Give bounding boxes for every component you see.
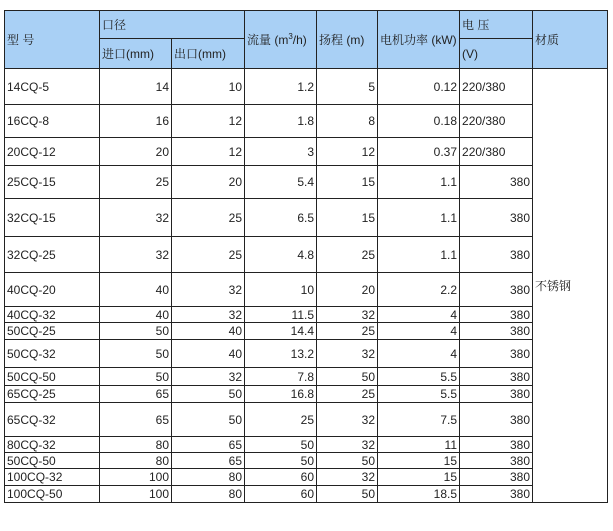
head-cell: 32: [317, 403, 378, 437]
model-cell: 65CQ-32: [5, 403, 100, 437]
power-cell: 1.1: [378, 199, 460, 237]
inlet-cell: 80: [100, 437, 172, 453]
power-cell: 4: [378, 340, 460, 368]
header-voltage-unit: (V): [460, 39, 533, 69]
outlet-cell: 40: [172, 340, 245, 368]
inlet-cell: 65: [100, 403, 172, 437]
inlet-cell: 20: [100, 138, 172, 166]
flow-cell: 50: [245, 453, 317, 469]
power-cell: 5.5: [378, 386, 460, 403]
model-cell: 40CQ-32: [5, 307, 100, 323]
inlet-cell: 32: [100, 199, 172, 237]
power-cell: 15: [378, 453, 460, 469]
outlet-cell: 50: [172, 403, 245, 437]
table-row: [5, 323, 608, 340]
flow-cell: 50: [245, 437, 317, 453]
model-cell: 100CQ-32: [5, 469, 100, 486]
table-row: [5, 307, 608, 323]
voltage-cell: 380: [460, 403, 533, 437]
flow-cell: 25: [245, 403, 317, 437]
inlet-cell: 40: [100, 273, 172, 307]
voltage-cell: 380: [460, 453, 533, 469]
outlet-cell: 25: [172, 237, 245, 273]
voltage-cell: 380: [460, 307, 533, 323]
outlet-cell: 80: [172, 469, 245, 486]
head-cell: 32: [317, 469, 378, 486]
voltage-cell: 380: [460, 166, 533, 199]
power-cell: 2.2: [378, 273, 460, 307]
model-cell: 32CQ-25: [5, 237, 100, 273]
material-cell: 不锈钢: [533, 69, 608, 503]
flow-cell: 7.8: [245, 368, 317, 386]
table-body: [5, 69, 608, 503]
voltage-cell: 220/380: [460, 69, 533, 105]
head-cell: 32: [317, 340, 378, 368]
model-cell: 65CQ-25: [5, 386, 100, 403]
flow-cell: 3: [245, 138, 317, 166]
flow-cell: 14.4: [245, 323, 317, 340]
inlet-cell: 100: [100, 469, 172, 486]
outlet-cell: 12: [172, 105, 245, 138]
model-cell: 50CQ-50: [5, 453, 100, 469]
flow-cell: 16.8: [245, 386, 317, 403]
head-cell: 15: [317, 166, 378, 199]
table-row: [5, 469, 608, 486]
outlet-cell: 80: [172, 486, 245, 503]
voltage-cell: 380: [460, 486, 533, 503]
model-cell: 14CQ-5: [5, 69, 100, 105]
table-row: [5, 403, 608, 437]
outlet-cell: 65: [172, 437, 245, 453]
table-row: [5, 138, 608, 166]
power-cell: 1.1: [378, 166, 460, 199]
outlet-cell: 50: [172, 386, 245, 403]
outlet-cell: 32: [172, 368, 245, 386]
outlet-cell: 12: [172, 138, 245, 166]
inlet-cell: 50: [100, 323, 172, 340]
table-row: [5, 166, 608, 199]
head-cell: 15: [317, 199, 378, 237]
pump-spec-table: [4, 10, 608, 503]
head-cell: 32: [317, 307, 378, 323]
head-cell: 5: [317, 69, 378, 105]
outlet-cell: 40: [172, 323, 245, 340]
power-cell: 4: [378, 307, 460, 323]
table-row: [5, 453, 608, 469]
flow-cell: 6.5: [245, 199, 317, 237]
model-cell: 100CQ-50: [5, 486, 100, 503]
flow-cell: 60: [245, 469, 317, 486]
power-cell: 0.18: [378, 105, 460, 138]
voltage-cell: 380: [460, 437, 533, 453]
head-cell: 50: [317, 368, 378, 386]
flow-cell: 60: [245, 486, 317, 503]
head-cell: 32: [317, 437, 378, 453]
header-inlet: 进口(mm): [100, 39, 172, 69]
header-material: 材质: [533, 11, 608, 69]
table-row: [5, 237, 608, 273]
outlet-cell: 32: [172, 307, 245, 323]
head-cell: 12: [317, 138, 378, 166]
head-cell: 50: [317, 486, 378, 503]
inlet-cell: 25: [100, 166, 172, 199]
table-row: [5, 340, 608, 368]
power-cell: 0.37: [378, 138, 460, 166]
power-cell: 0.12: [378, 69, 460, 105]
power-cell: 7.5: [378, 403, 460, 437]
voltage-cell: 380: [460, 273, 533, 307]
table-row: [5, 105, 608, 138]
outlet-cell: 32: [172, 273, 245, 307]
inlet-cell: 100: [100, 486, 172, 503]
inlet-cell: 32: [100, 237, 172, 273]
voltage-cell: 380: [460, 368, 533, 386]
table-row: [5, 273, 608, 307]
voltage-cell: 380: [460, 469, 533, 486]
voltage-cell: 380: [460, 323, 533, 340]
head-cell: 50: [317, 453, 378, 469]
power-cell: 4: [378, 323, 460, 340]
model-cell: 25CQ-15: [5, 166, 100, 199]
model-cell: 16CQ-8: [5, 105, 100, 138]
outlet-cell: 20: [172, 166, 245, 199]
inlet-cell: 50: [100, 368, 172, 386]
inlet-cell: 16: [100, 105, 172, 138]
flow-cell: 11.5: [245, 307, 317, 323]
power-cell: 5.5: [378, 368, 460, 386]
inlet-cell: 40: [100, 307, 172, 323]
outlet-cell: 10: [172, 69, 245, 105]
inlet-cell: 80: [100, 453, 172, 469]
header-voltage: 电 压: [460, 11, 533, 39]
flow-cell: 1.2: [245, 69, 317, 105]
head-cell: 25: [317, 323, 378, 340]
model-cell: 32CQ-15: [5, 199, 100, 237]
model-cell: 50CQ-50: [5, 368, 100, 386]
model-cell: 40CQ-20: [5, 273, 100, 307]
voltage-cell: 380: [460, 340, 533, 368]
voltage-cell: 380: [460, 386, 533, 403]
header-outlet: 出口(mm): [172, 39, 245, 69]
head-cell: 25: [317, 237, 378, 273]
power-cell: 15: [378, 469, 460, 486]
voltage-cell: 220/380: [460, 105, 533, 138]
table-row: [5, 368, 608, 386]
table-row: [5, 486, 608, 503]
table-row: [5, 199, 608, 237]
model-cell: 50CQ-25: [5, 323, 100, 340]
voltage-cell: 380: [460, 199, 533, 237]
header-diameter: 口径: [100, 11, 245, 39]
voltage-cell: 380: [460, 237, 533, 273]
table-row: [5, 69, 608, 105]
inlet-cell: 50: [100, 340, 172, 368]
power-cell: 18.5: [378, 486, 460, 503]
flow-cell: 10: [245, 273, 317, 307]
table-row: [5, 386, 608, 403]
header-head: 扬程 (m): [317, 11, 378, 69]
header-flow: 流量 $(m^3/h)$: [245, 11, 317, 69]
power-cell: 11: [378, 437, 460, 453]
inlet-cell: 14: [100, 69, 172, 105]
flow-cell: 1.8: [245, 105, 317, 138]
voltage-cell: 220/380: [460, 138, 533, 166]
head-cell: 8: [317, 105, 378, 138]
flow-cell: 13.2: [245, 340, 317, 368]
header-power: 电机功率 (kW): [378, 11, 460, 69]
header-model: 型 号: [5, 11, 100, 69]
power-cell: 1.1: [378, 237, 460, 273]
head-cell: 20: [317, 273, 378, 307]
outlet-cell: 65: [172, 453, 245, 469]
table-row: [5, 437, 608, 453]
model-cell: 80CQ-32: [5, 437, 100, 453]
inlet-cell: 65: [100, 386, 172, 403]
model-cell: 20CQ-12: [5, 138, 100, 166]
head-cell: 25: [317, 386, 378, 403]
flow-cell: 5.4: [245, 166, 317, 199]
model-cell: 50CQ-32: [5, 340, 100, 368]
outlet-cell: 25: [172, 199, 245, 237]
flow-cell: 4.8: [245, 237, 317, 273]
